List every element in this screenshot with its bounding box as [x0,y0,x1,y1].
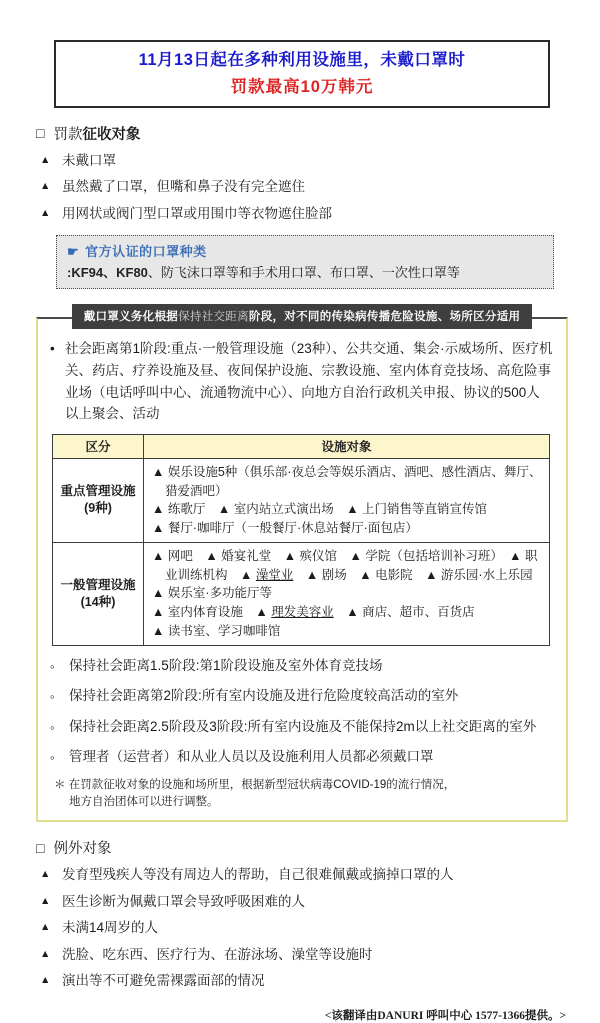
text-segment: ▲ 室内体育设施 ▲ [152,605,272,620]
list-item-text: 用网状或阀门型口罩或用围巾等衣物遮住脸部 [62,205,332,221]
text-segment: 征收对象 [82,126,141,143]
facility-category-name: 重点管理设施 [60,484,136,499]
distancing-note-text: 保持社会距离2.5阶段及3阶段:所有室内设施及不能保持2m以上社交距离的室外 [69,718,537,734]
text-segment: 澡堂业 [255,567,294,582]
list-item-text: 演出等不可避免需裸露面部的情况 [62,973,265,989]
text-segment: :KF94、KF80 [67,265,148,281]
footnote-line-2: 地方自治团体可以进行调整。 [69,796,219,809]
facility-table-row [53,542,550,645]
title-line-1: 11月13日起在多种利用设施里，未戴口罩时 [138,51,466,69]
list-item-text: 医生诊断为佩戴口罩会导致呼吸困难的人 [62,893,305,909]
facility-table [52,434,550,646]
triangle-bullet-icon: ▲ [40,868,51,881]
facility-item-line [152,519,543,538]
distancing-notes-list [50,656,553,768]
facility-item-line [152,603,543,622]
square-bullet-icon: □ [36,839,45,856]
certified-mask-body [67,262,543,281]
text-segment: 理发美容业 [271,605,334,620]
facility-table-header-target: 设施对象 [144,434,550,458]
triangle-bullet-icon: ▲ [40,947,51,960]
facility-table-row [53,458,550,542]
text-segment: 保持社交距离 [178,311,249,324]
list-item-text: 洗脸、吃东西、医疗行为、在游泳场、澡堂等设施时 [62,946,373,962]
triangle-bullet-icon: ▲ [40,974,51,987]
text-segment: ▲ 娱乐设施5种（俱乐部·夜总会等娱乐酒店、酒吧、感性酒店、舞厅、猎爱酒吧） [152,464,542,498]
certified-mask-heading-text: 官方认证的口罩种类 [85,244,207,260]
triangle-bullet-icon: ▲ [40,180,51,193]
circle-bullet-icon: ◦ [50,658,55,674]
section-heading-penalty-targets [36,123,570,144]
triangle-bullet-icon: ▲ [40,921,51,934]
list-item-text: 未戴口罩 [62,152,116,168]
text-segment: ▲ 练歌厅 ▲ 室内站立式演出场 ▲ 上门销售等直销宣传馆 [152,502,488,517]
facility-table-header-category: 区分 [53,434,144,458]
penalty-target-list [34,151,570,224]
text-segment: ▲ 餐厅·咖啡厅（一般餐厅·休息站餐厅·面包店） [152,521,418,536]
translation-credit: <该翻译由DANURI 呼叫中心 1577-1366提供。> [324,1010,566,1022]
asterisk-icon: ＊ [54,778,66,791]
text-segment: 、防飞沫口罩等和手术用口罩、布口罩、一次性口罩等 [147,265,460,281]
list-item-text: 虽然戴了口罩，但嘴和鼻子没有完全遮住 [62,179,305,195]
facility-category-cell [53,458,144,542]
title-banner [54,40,550,108]
facility-item-line [152,463,543,501]
facility-category-count: (14种) [80,594,116,609]
triangle-bullet-icon: ▲ [40,894,51,907]
circle-bullet-icon: ◦ [50,719,55,735]
list-item [40,918,570,938]
distancing-note [50,656,553,677]
circle-bullet-icon: ◦ [50,689,55,705]
text-segment: 阶段，对不同的传染病传播危险设施、场所区分适用 [248,311,521,324]
facility-items-cell [144,542,550,645]
facility-item-line [152,622,543,641]
stage1-text: 社会距离第1阶段:重点·一般管理设施（23种）、公共交通、集会·示威场所、医疗机关、药店、疗养设施及昼、夜间保护设施、宗教设施、室内体育竞技场、高危险事业场（电话呼叫中心、流通物流中心）、向地方自治行政机关申报、协议的500人以上聚会、活动 [65,341,553,422]
distancing-note-text: 保持社会距离1.5阶段:第1阶段设施及室外体育竞技场 [69,657,383,673]
triangle-bullet-icon: ▲ [40,153,51,166]
text-segment: 戴口罩义务化根据 [83,311,179,324]
text-segment: 例外对象 [53,841,112,858]
distancing-note-text: 保持社会距离第2阶段:所有室内设施及进行危险度较高活动的室外 [69,688,459,704]
list-item-text: 未满14周岁的人 [62,920,159,936]
distancing-banner [72,304,533,329]
pointing-hand-icon: ☛ [67,244,80,260]
facility-items-cell [144,458,550,542]
title-line-2: 罚款最高10万韩元 [230,77,374,96]
facility-item-line [152,547,543,585]
circle-bullet-icon: ◦ [50,750,55,766]
facility-category-cell [53,542,144,645]
text-segment: ▲ 剧场 ▲ 电影院 ▲ 游乐园·水上乐园 [293,567,533,582]
text-segment: ▲ 商店、超市、百货店 [333,605,475,620]
certified-mask-heading [67,241,543,260]
list-item [40,892,570,912]
distancing-note [50,686,553,707]
distancing-note [50,747,553,768]
facility-table-header-row [53,434,550,458]
distancing-note [50,717,553,738]
certified-mask-box [56,235,554,289]
triangle-bullet-icon: ▲ [40,206,51,219]
text-segment: ▲ 娱乐室·多功能厅等 [152,586,273,601]
list-item [40,177,570,197]
section-heading-exceptions [36,837,570,858]
list-item [40,971,570,991]
dot-bullet-icon: • [50,341,55,357]
list-item [40,865,570,885]
text-segment: ▲ 网吧 ▲ 婚宴礼堂 ▲ 殡仪馆 ▲ 学院（包括培训补习班） ▲ 职业训练机构 ▲ [152,548,538,582]
distancing-box [36,317,568,822]
list-item [40,151,570,171]
facility-item-line [152,500,543,519]
facility-category-count: (9种) [84,501,112,516]
distancing-section [34,304,570,822]
section-heading-text [53,123,140,144]
text-segment: 罚款 [53,126,83,143]
footnote-line-1: ＊ 在罚款征收对象的设施和场所里，根据新型冠状病毒COVID-19的流行情况， [54,778,456,791]
square-bullet-icon: □ [36,125,45,142]
adjustment-footnote [54,777,553,813]
facility-item-line [152,584,543,603]
text-segment: ▲ 读书室、学习咖啡馆 [152,623,281,638]
list-item [40,204,570,224]
distancing-note-text: 管理者（运营者）和从业人员以及设施利用人员都必须戴口罩 [69,749,434,765]
list-item-text: 发育型残疾人等没有周边人的帮助，自己很难佩戴或摘掉口罩的人 [62,867,454,883]
list-item [40,945,570,965]
section-heading-text [53,837,111,858]
exception-list [34,865,570,991]
facility-category-name: 一般管理设施 [60,577,136,592]
stage1-paragraph [50,338,553,424]
